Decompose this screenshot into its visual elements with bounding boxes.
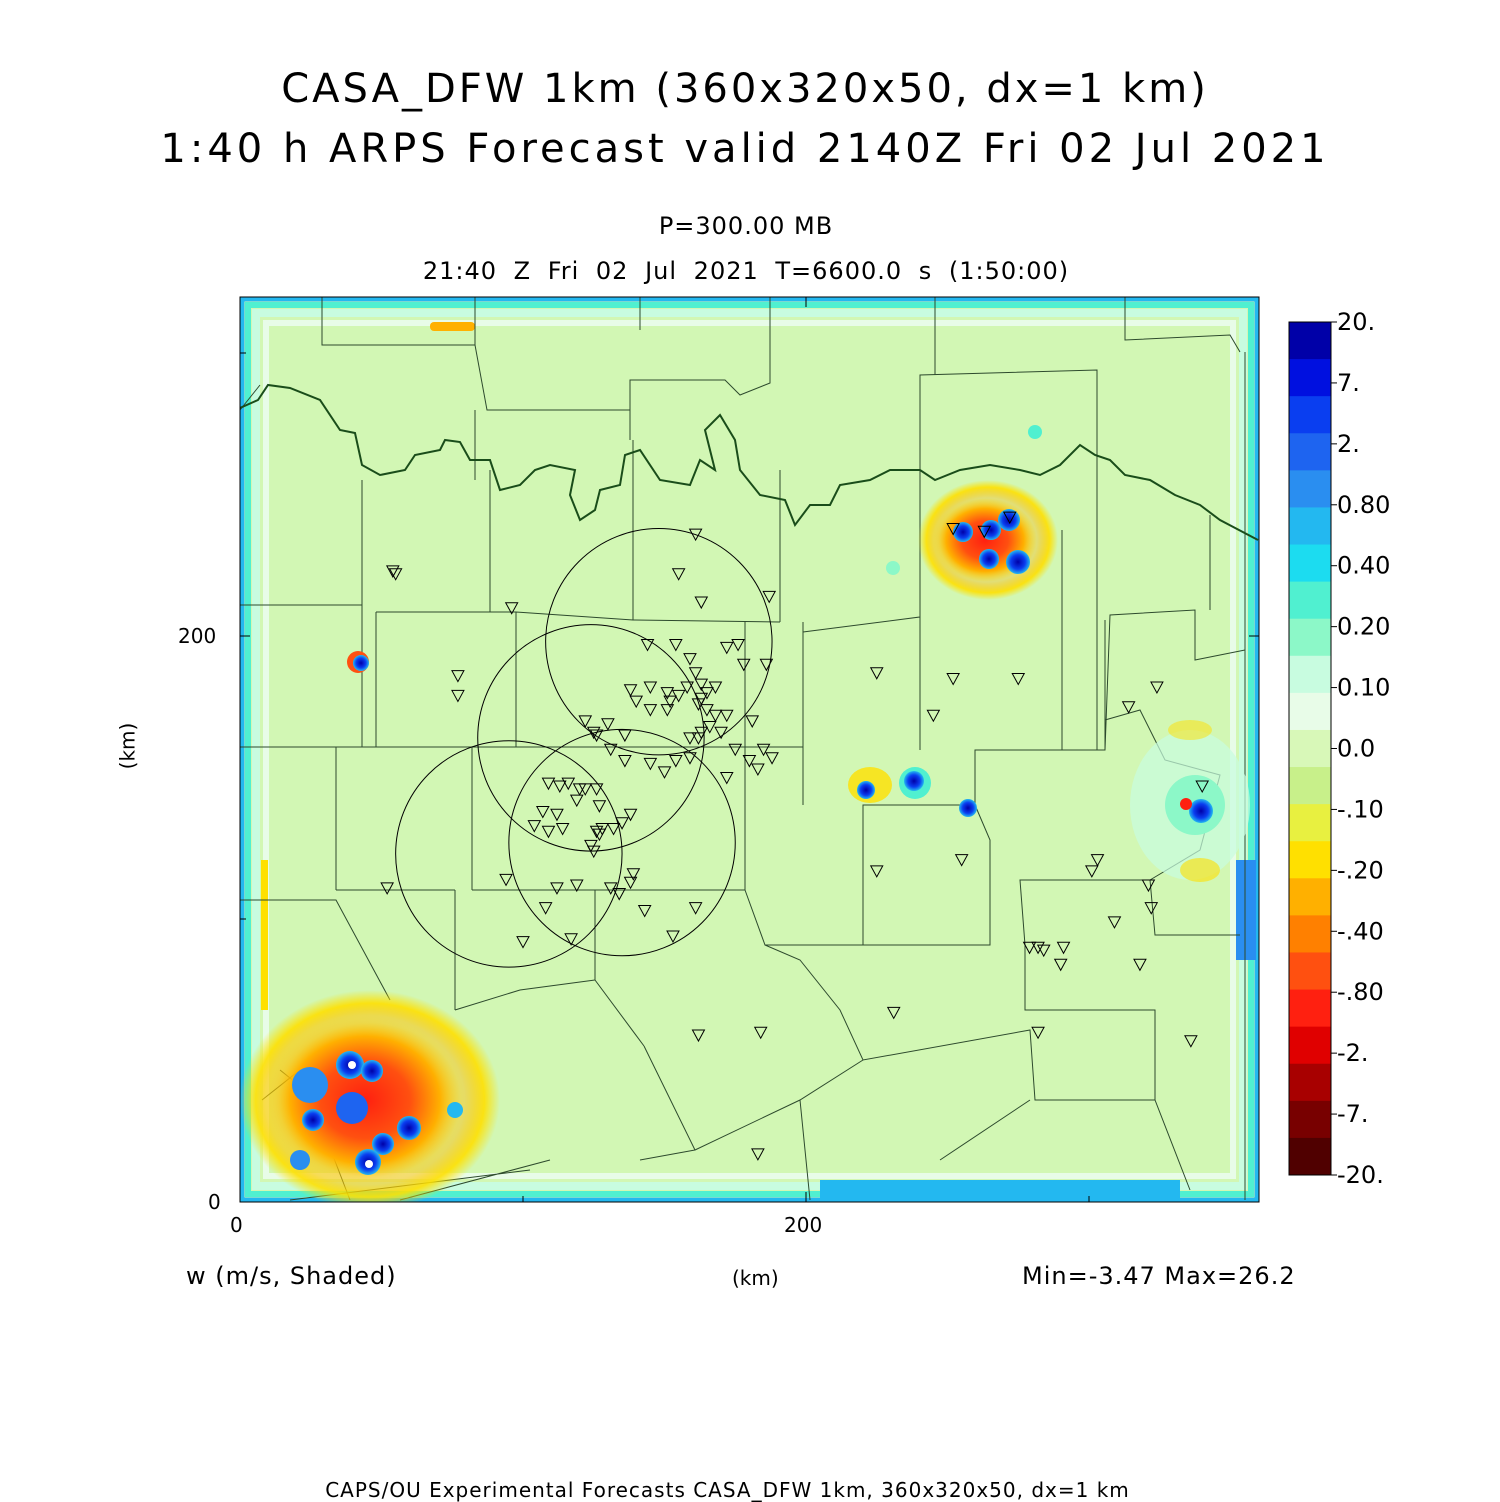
east-edge-band — [1236, 860, 1256, 960]
colorbar-label: 7. — [1337, 368, 1360, 397]
south-edge-band — [820, 1180, 1180, 1200]
x-tick-0: 0 — [230, 1213, 243, 1237]
colorbar-label: 2. — [1337, 429, 1360, 458]
small-cell — [1028, 425, 1042, 439]
colorbar-swatch — [1289, 396, 1331, 434]
colorbar-label: -.80 — [1337, 978, 1384, 1007]
colorbar-label: 0.0 — [1337, 734, 1376, 763]
northwest-cell — [347, 651, 369, 673]
colorbar-swatch — [1289, 322, 1331, 360]
colorbar-swatch — [1289, 767, 1331, 805]
colorbar-swatch — [1289, 693, 1331, 731]
chart-title-line2: 1:40 h ARPS Forecast valid 2140Z Fri 02 Jul 2021 — [160, 126, 1330, 172]
colorbar-swatch — [1289, 1064, 1331, 1102]
colorbar-swatch — [1289, 915, 1331, 953]
colorbar-label: -7. — [1337, 1100, 1369, 1129]
colorbar-label: 0.10 — [1337, 673, 1391, 702]
west-edge-yellow — [261, 860, 268, 1010]
pressure-level-label: P=300.00 MB — [658, 212, 834, 240]
colorbar-swatch — [1289, 433, 1331, 471]
northeast-storm — [918, 480, 1058, 600]
colorbar-label: 0.80 — [1337, 490, 1391, 519]
colorbar-swatch — [1289, 656, 1331, 694]
colorbar-swatch — [1289, 507, 1331, 545]
colorbar-swatch — [1289, 878, 1331, 916]
colorbar-label: -.10 — [1337, 795, 1384, 824]
valid-time-label: 21:40 Z Fri 02 Jul 2021 — [422, 257, 759, 285]
southwest-storm-complex — [240, 990, 500, 1210]
min-max-label: Min=-3.47 Max=26.2 — [1022, 1262, 1296, 1290]
colorbar-swatch — [1289, 470, 1331, 508]
colorbar-swatch — [1289, 582, 1331, 620]
colorbar-swatch — [1289, 619, 1331, 657]
colorbar-label: -2. — [1337, 1039, 1369, 1068]
colorbar-swatch — [1289, 804, 1331, 842]
y-tick-200: 200 — [178, 624, 217, 648]
chart-title-line1: CASA_DFW 1km (360x320x50, dx=1 km) — [281, 66, 1209, 112]
y-tick-0: 0 — [208, 1190, 221, 1214]
colorbar — [1289, 308, 1390, 1189]
colorbar-label: 20. — [1337, 308, 1376, 336]
colorbar-label: -20. — [1337, 1161, 1384, 1189]
x-axis-unit: (km) — [732, 1266, 779, 1290]
colorbar-swatch — [1289, 1027, 1331, 1065]
model-time-label: T=6600.0 s (1:50:00) — [775, 257, 1070, 285]
y-axis-unit: (km) — [115, 722, 140, 770]
colorbar-swatch — [1289, 952, 1331, 990]
colorbar-label: 0.20 — [1337, 612, 1391, 641]
colorbar-swatch — [1289, 990, 1331, 1028]
colorbar-swatch — [1289, 730, 1331, 768]
footer-label: CAPS/OU Experimental Forecasts CASA_DFW 1km, 360x320x50, dx=1 km — [325, 1478, 1130, 1502]
variable-label: w (m/s, Shaded) — [186, 1262, 397, 1290]
colorbar-swatch — [1289, 841, 1331, 879]
colorbar-label: -.40 — [1337, 917, 1384, 946]
x-tick-200: 200 — [784, 1213, 823, 1237]
colorbar-swatch — [1289, 1101, 1331, 1139]
colorbar-swatch — [1289, 1138, 1331, 1176]
small-cell — [886, 561, 900, 575]
colorbar-label: -.20 — [1337, 856, 1384, 885]
colorbar-label: 0.40 — [1337, 551, 1391, 580]
colorbar-swatch — [1289, 545, 1331, 583]
colorbar-swatch — [1289, 359, 1331, 397]
north-edge-yellow — [430, 322, 475, 331]
